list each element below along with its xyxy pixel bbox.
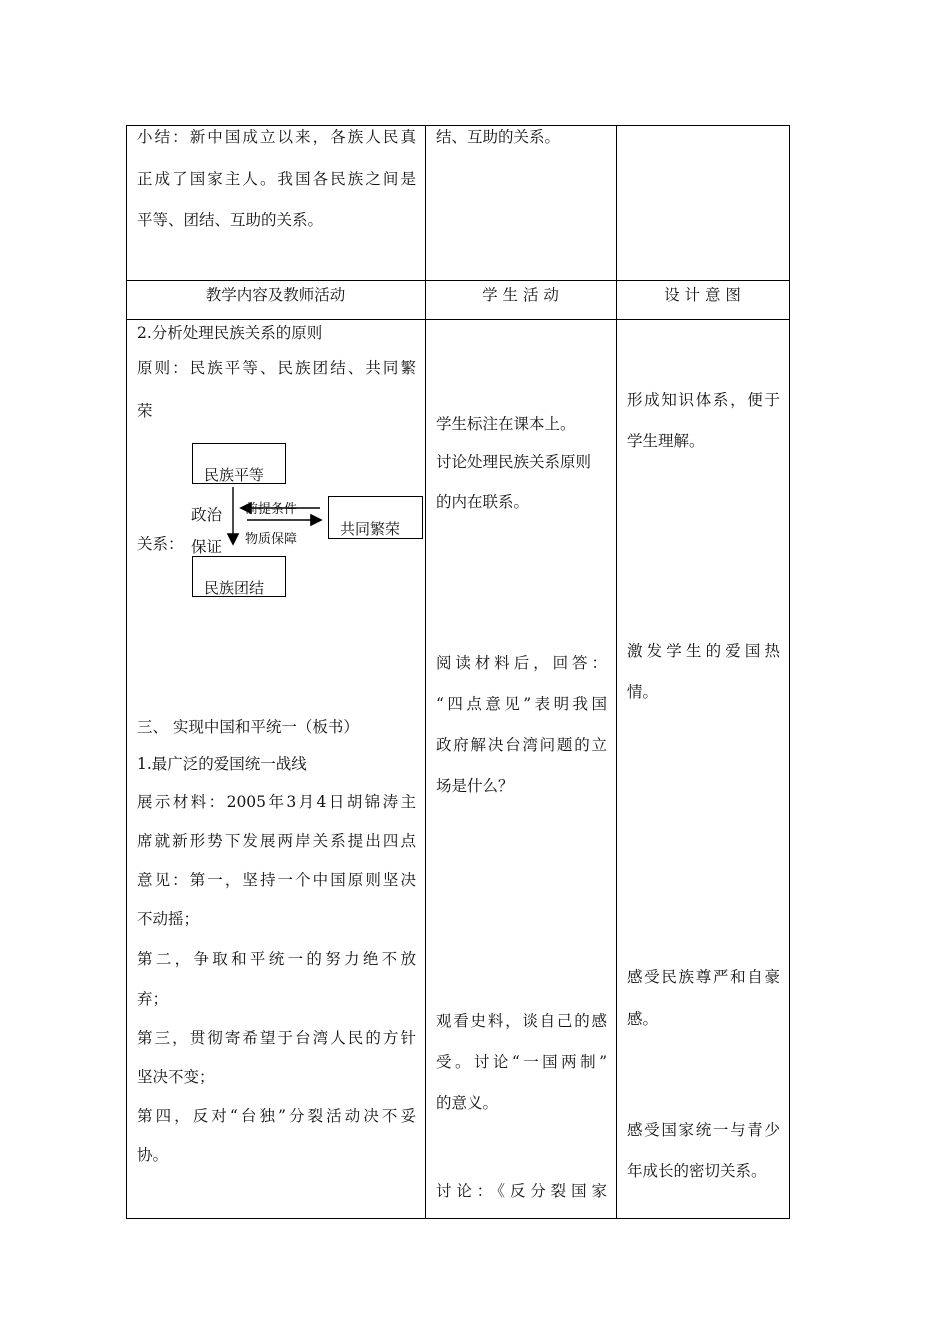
row-divider-1 [126,280,790,281]
student-activity-line: 结、互助的关系。 [436,128,561,146]
design-intent-line: 感受国家统一与青少 [627,1121,780,1139]
box-prosperity [328,496,423,539]
material-line: 意见：第一，坚持一个中国原则坚决 [137,871,416,889]
label-guarantee: 保证 [191,538,223,556]
design-intent-line: 感受民族尊严和自豪 [627,968,780,986]
summary-line: 小结：新中国成立以来，各族人民真 [137,128,416,146]
design-intent-line: 情。 [627,683,659,701]
principle-title: 2.分析处理民族关系的原则 [137,324,323,342]
header-student-activity: 学 生 活 动 [482,286,559,304]
student-activity-line: 受。讨论“一国两制” [436,1053,607,1071]
student-activity-line: 阅读材料后，回答： [436,654,607,672]
student-activity-line: 场是什么？ [436,777,514,795]
header-design-intent: 设 计 意 图 [664,286,741,304]
student-activity-line: 讨论处理民族关系原则 [436,453,592,471]
design-intent-line: 激发学生的爱国热 [627,642,780,660]
item1-title: 1.最广泛的爱国统一战线 [137,755,307,773]
box-equality-label: 民族平等 [204,466,265,484]
student-activity-line: 学生标注在课本上。 [436,415,576,433]
section3-title: 三、 实现中国和平统一（板书） [137,718,359,736]
material-line: 不动摇； [137,910,200,928]
principle-line: 原则：民族平等、民族团结、共同繁 [137,359,416,377]
point-line: 第二，争取和平统一的努力绝不放 [137,950,416,968]
box-unity-label: 民族团结 [204,579,265,597]
design-intent-line: 感。 [627,1010,659,1028]
box-equality [192,443,286,484]
table-border-top [126,125,790,126]
point-line: 坚决不变； [137,1068,215,1086]
label-material: 物质保障 [245,532,298,547]
student-activity-line: 的意义。 [436,1094,499,1112]
label-premise: 前提条件 [245,502,298,517]
point-line: 协。 [137,1146,169,1164]
point-line: 第三，贯彻寄希望于台湾人民的方针 [137,1029,416,1047]
row-divider-2 [126,319,790,320]
student-activity-line: 观看史料，谈自己的感 [436,1012,607,1030]
student-activity-line: “四点意见”表明我国 [436,695,607,713]
box-prosperity-label: 共同繁荣 [340,520,401,538]
student-activity-line: 政府解决台湾问题的立 [436,736,607,754]
table-border-bottom [126,1218,790,1219]
summary-line: 正成了国家主人。我国各民族之间是 [137,170,416,188]
point-line: 第四，反对“台独”分裂活动决不妥 [137,1107,416,1125]
design-intent-line: 年成长的密切关系。 [627,1162,767,1180]
student-activity-line: 的内在联系。 [436,493,530,511]
table-border-right [789,125,790,1219]
design-intent-line: 学生理解。 [627,432,705,450]
summary-line: 平等、团结、互助的关系。 [137,211,324,229]
material-line: 席就新形势下发展两岸关系提出四点 [137,832,416,850]
relation-label: 关系： [137,535,184,553]
box-unity [192,556,286,597]
material-line: 展示材料：2005年3月4日胡锦涛主 [137,793,416,811]
student-activity-line: 讨论：《反分裂国家 [436,1182,607,1200]
label-politics: 政治 [191,506,223,524]
design-intent-line: 形成知识体系，便于 [627,391,780,409]
point-line: 弃； [137,990,169,1008]
principle-line: 荣 [137,402,153,420]
header-teaching-content: 教学内容及教师活动 [205,286,346,304]
